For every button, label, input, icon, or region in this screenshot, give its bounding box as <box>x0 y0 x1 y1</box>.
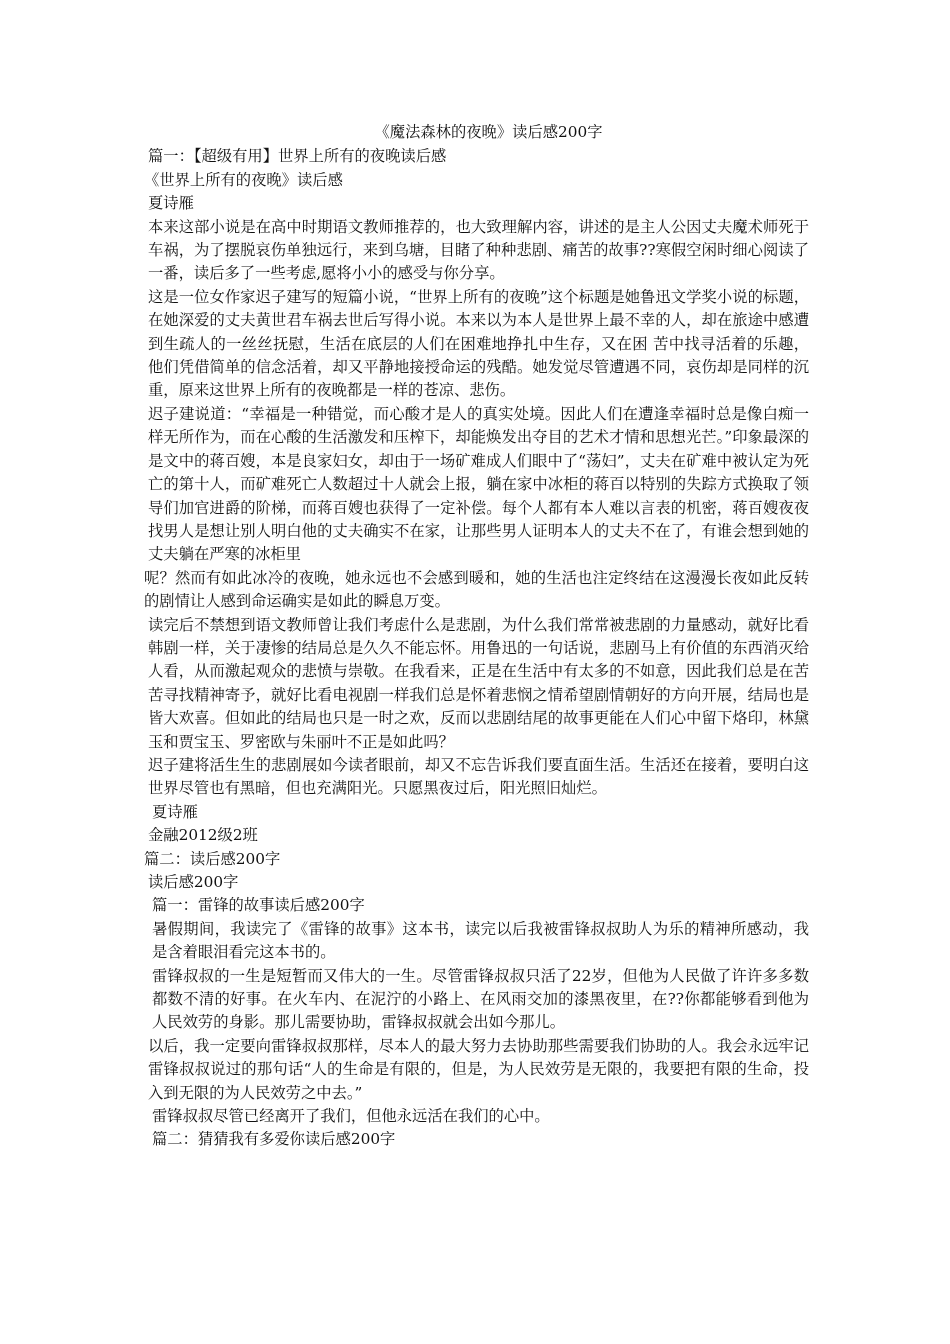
body-paragraph: 雷锋叔叔尽管已经离开了我们，但他永远活在我们的心中。 <box>152 1107 550 1126</box>
body-paragraph: 以后，我一定要向雷锋叔叔那样，尽本人的最大努力去协助那些需要我们协助的人。我会永远牢记雷锋叔叔说过的那句话“人的生命是有限的，但是，为人民效劳是无限的，我要把有限的生命，投入到无限的为人民效劳之中去。” <box>148 1036 809 1102</box>
subsection-heading: 读后感200字 <box>148 873 239 891</box>
body-paragraph: 呢？然而有如此冰冷的夜晚，她永远也不会感到暖和，她的生活也注定终结在这漫漫长夜如此反转的剧情让人感到命运确实是如此的瞬息万变。 <box>144 568 809 611</box>
body-paragraph: 迟子建将活生生的悲剧展如今读者眼前，却又不忘告诉我们要直面生活。生活还在接着，要明白这世界尽管也有黑暗，但也充满阳光。只愿黑夜过后，阳光照旧灿烂。 <box>148 755 809 798</box>
body-paragraph: 暑假期间，我读完了《雷锋的故事》这本书，读完以后我被雷锋叔叔助人为乐的精神所感动，我是含着眼泪看完这本书的。 <box>152 919 809 962</box>
section-heading: 篇一：雷锋的故事读后感200字 <box>152 896 365 915</box>
subsection-heading: 《世界上所有的夜晚》读后感 <box>144 170 343 189</box>
document-body <box>144 121 809 1152</box>
author-name: 夏诗雁 <box>152 802 198 821</box>
document-title: 《魔法森林的夜晚》读后感200字 <box>374 123 603 141</box>
section-heading: 篇二：读后感200字 <box>144 849 281 868</box>
body-paragraph: 读完后不禁想到语文教师曾让我们考虑什么是悲剧，为什么我们常常被悲剧的力量感动，就好比看韩剧一样，关于凄惨的结局总是久久不能忘怀。用鲁迅的一句话说，悲剧马上有价值的东西消灭给人看，从而激起观众的悲愤与崇敬。在我看来，正是在生活中有太多的不如意，因此我们总是在苦苦寻找精神寄予，就好比看电视剧一样我们总是怀着悲悯之情希望剧情朝好的方向开展，结局也是皆大欢喜。但如此的结局也只是一时之欢，反而以悲剧结尾的故事更能在人们心中留下烙印，林黛玉和贾宝玉、罗密欧与朱丽叶不正是如此吗？ <box>148 615 809 751</box>
body-paragraph: 这是一位女作家迟子建写的短篇小说，“世界上所有的夜晚”这个标题是她鲁迅文学奖小说的标题，在她深爱的丈夫黄世君车祸去世后写得小说。本来以为本人是世界上最不幸的人，却在旅途中感遭到生疏人的一丝丝抚慰，生活在底层的人们在困难地挣扎中生存，又在困 苦中找寻活着的乐趣，他们凭借简单的信念活着，却又平静地接授命运的残酷。她发觉尽管遭遇不同，哀伤却是同样的沉重，原来这世界上所有的夜晚都是一样的苍凉、悲伤。 <box>148 287 809 400</box>
author-name: 夏诗雁 <box>148 194 194 213</box>
section-heading: 篇一：【超级有用】世界上所有的夜晚读后感 <box>148 147 447 166</box>
body-paragraph: 迟子建说道：“幸福是一种错觉，而心酸才是人的真实处境。因此人们在遭逢幸福时总是像白痴一样无所作为，而在心酸的生活激发和压榨下，却能焕发出夺目的艺术才情和思想光芒。”印象最深的是文中的蒋百嫂，本是良家妇女，却由于一场矿难成人们眼中了“荡妇”，丈夫在矿难中被认定为死亡的第十人，而矿难死亡人数超过十人就会上报，躺在家中冰柜的蒋百以特别的失踪方式换取了领导们加官进爵的阶梯，而蒋百嫂也获得了一定补偿。每个人都有本人难以言表的机密，蒋百嫂夜夜找男人是想让别人明白他的丈夫确实不在家，让那些男人证明本人的丈夫不在了，有谁会想到她的丈夫躺在严寒的冰柜里 <box>148 404 809 564</box>
body-paragraph: 本来这部小说是在高中时期语文教师推荐的，也大致理解内容，讲述的是主人公因丈夫魔术师死于车祸，为了摆脱哀伤单独远行，来到乌塘，目睹了种种悲剧、痛苦的故事??寒假空闲时细心阅读了一番，读后多了一些考虑,愿将小小的感受与你分享。 <box>148 217 809 283</box>
section-heading: 篇二：猜猜我有多爱你读后感200字 <box>152 1130 396 1149</box>
author-class: 金融2012级2班 <box>148 826 258 845</box>
body-paragraph: 雷锋叔叔的一生是短暂而又伟大的一生。尽管雷锋叔叔只活了22岁，但他为人民做了许许多多数都数不清的好事。在火车内、在泥泞的小路上、在风雨交加的漆黑夜里，在??你都能够看到他为人民效劳的身影。那儿需要协助，雷锋叔叔就会出如今那儿。 <box>152 966 809 1032</box>
